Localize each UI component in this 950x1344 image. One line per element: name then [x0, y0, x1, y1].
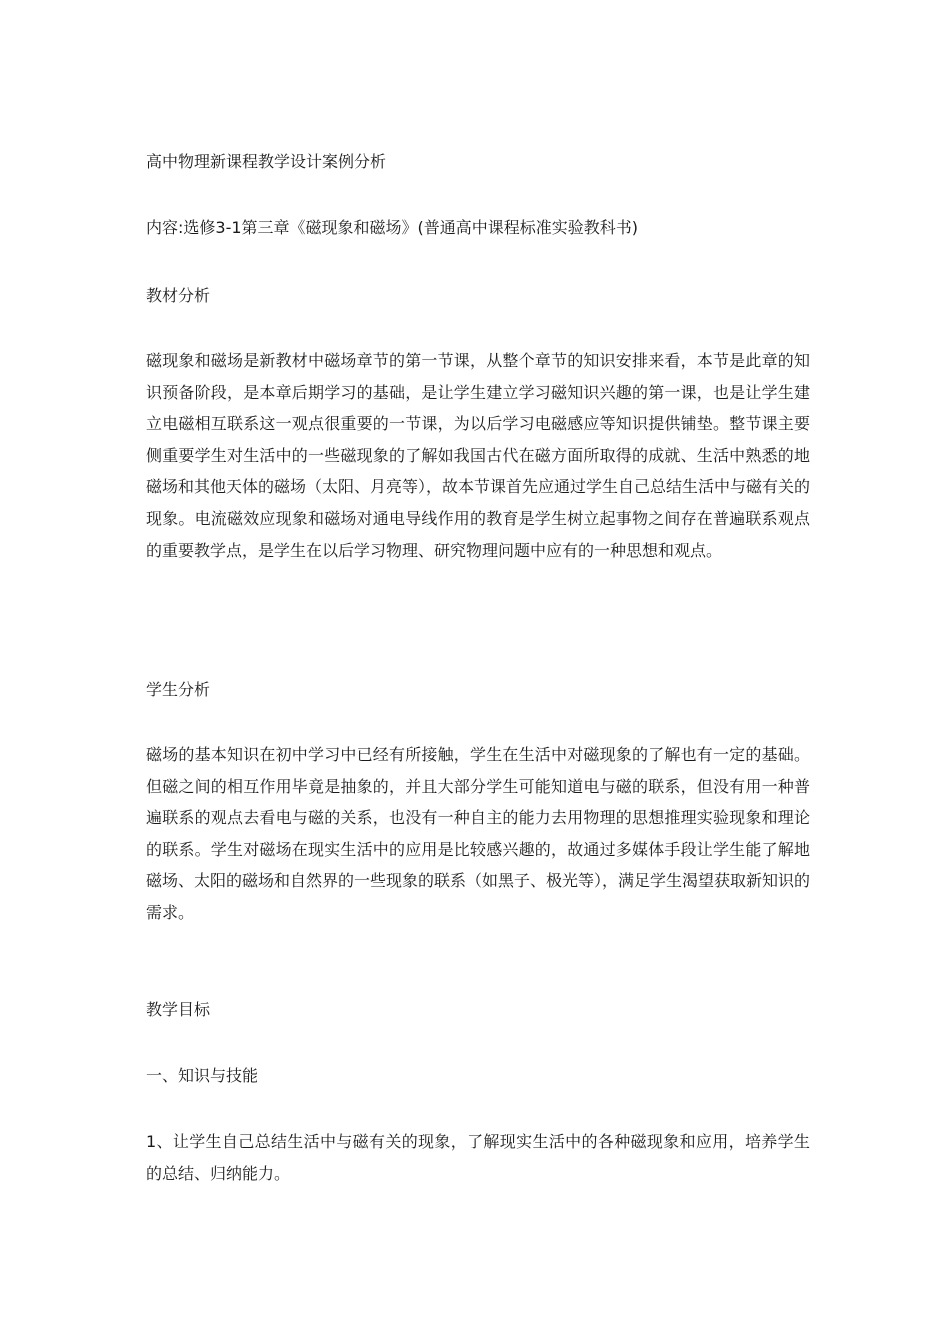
section-heading-knowledge-skills: 一、知识与技能	[146, 1066, 259, 1085]
section-heading-teaching-goals: 教学目标	[146, 1000, 211, 1019]
section-heading-student-analysis: 学生分析	[146, 680, 211, 699]
document-title: 高中物理新课程教学设计案例分析	[146, 152, 387, 171]
goal-item-1: 1、让学生自己总结生活中与磁有关的现象，了解现实生活中的各种磁现象和应用，培养学生的总结、归纳能力。	[146, 1132, 810, 1183]
section-body-textbook-analysis: 磁现象和磁场是新教材中磁场章节的第一节课，从整个章节的知识安排来看，本节是此章的知识预备阶段，是本章后期学习的基础，是让学生建立学习磁知识兴趣的第一课，也是让学生建立电磁相互联系这一观点很重要的一节课，为以后学习电磁感应等知识提供铺垫。整节课主要侧重要学生对生活中的一些磁现象的了解如我国古代在磁方面所取得的成就、生活中熟悉的地磁场和其他天体的磁场（太阳、月亮等），故本节课首先应通过学生自己总结生活中与磁有关的现象。电流磁效应现象和磁场对通电导线作用的教育是学生树立起事物之间存在普遍联系观点的重要教学点，是学生在以后学习物理、研究物理问题中应有的一种思想和观点。	[146, 351, 811, 560]
section-heading-textbook-analysis: 教材分析	[146, 286, 211, 305]
section-body-student-analysis: 磁场的基本知识在初中学习中已经有所接触，学生在生活中对磁现象的了解也有一定的基础。但磁之间的相互作用毕竟是抽象的，并且大部分学生可能知道电与磁的联系，但没有用一种普遍联系的观点去看电与磁的关系，也没有一种自主的能力去用物理的思想推理实验现象和理论的联系。学生对磁场在现实生活中的应用是比较感兴趣的，故通过多媒体手段让学生能了解地磁场、太阳的磁场和自然界的一些现象的联系（如黑子、极光等），满足学生渴望获取新知识的需求。	[146, 745, 811, 922]
content-line: 内容:选修3-1第三章《磁现象和磁场》(普通高中课程标准实验教科书)	[146, 218, 639, 237]
